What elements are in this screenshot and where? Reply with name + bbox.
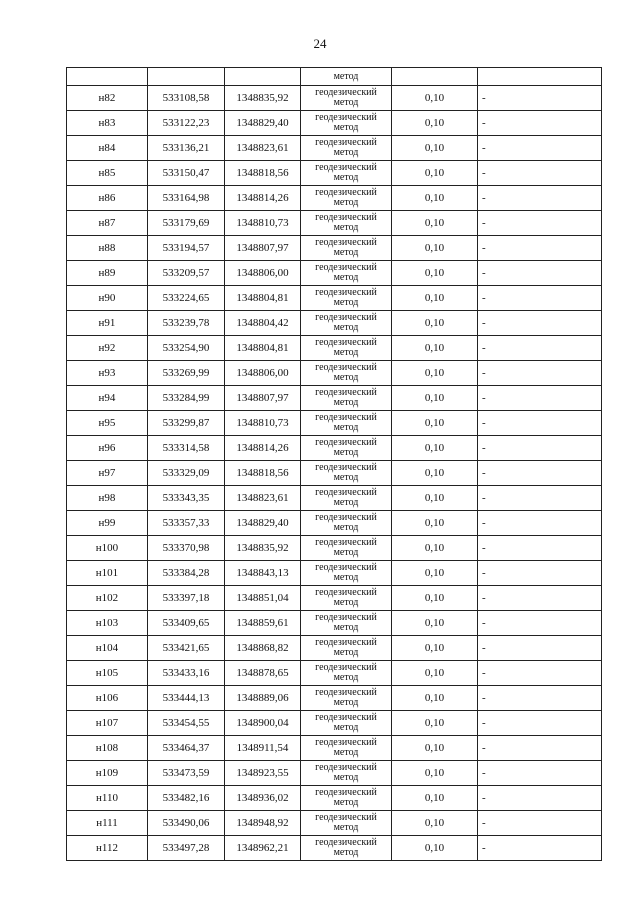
method-line-2: метод (333, 847, 359, 858)
method-line-1: геодезический (315, 512, 377, 523)
cell-accuracy: 0,10 (392, 111, 478, 136)
cell-point: н108 (67, 736, 148, 761)
method-line-2: метод (333, 397, 359, 408)
cell-y: 1348814,26 (225, 186, 301, 211)
cell-method: метод (301, 68, 392, 86)
method-line-2: метод (333, 722, 359, 733)
table-row (67, 486, 602, 511)
cell-method (301, 786, 392, 811)
method-line-2: метод (333, 522, 359, 533)
table-row (67, 261, 602, 286)
cell-x: 533269,99 (148, 361, 225, 386)
cell-x: 533284,99 (148, 386, 225, 411)
cell-note: - (478, 536, 602, 561)
cell-point: н104 (67, 636, 148, 661)
cell-y: 1348878,65 (225, 661, 301, 686)
cell-x: 533314,58 (148, 436, 225, 461)
cell-method (301, 486, 392, 511)
method-line-2: метод (333, 772, 359, 783)
cell-point: н94 (67, 386, 148, 411)
cell-method (301, 586, 392, 611)
cell-point: н95 (67, 411, 148, 436)
cell-x: 533444,13 (148, 686, 225, 711)
cell-y: 1348823,61 (225, 136, 301, 161)
cell-accuracy: 0,10 (392, 536, 478, 561)
table-row (67, 186, 602, 211)
cell-y: 1348889,06 (225, 686, 301, 711)
method-line-2: метод (333, 597, 359, 608)
cell-note: - (478, 636, 602, 661)
cell-x: 533490,06 (148, 811, 225, 836)
cell-y: 1348810,73 (225, 211, 301, 236)
cell-note: - (478, 711, 602, 736)
method-line-2: метод (333, 822, 359, 833)
cell-note: - (478, 161, 602, 186)
method-line-1: геодезический (315, 137, 377, 148)
cell-x: 533464,37 (148, 736, 225, 761)
cell-point: н109 (67, 761, 148, 786)
cell-accuracy: 0,10 (392, 686, 478, 711)
method-line-2: метод (333, 147, 359, 158)
cell-method (301, 661, 392, 686)
method-line-1: геодезический (315, 662, 377, 673)
cell-point: н87 (67, 211, 148, 236)
cell-accuracy: 0,10 (392, 611, 478, 636)
method-line-1: геодезический (315, 287, 377, 298)
cell-method (301, 686, 392, 711)
cell-accuracy: 0,10 (392, 661, 478, 686)
cell-y: 1348823,61 (225, 486, 301, 511)
cell-point: н105 (67, 661, 148, 686)
table-row (67, 836, 602, 861)
cell-y: 1348829,40 (225, 511, 301, 536)
cell-accuracy (392, 68, 478, 86)
method-line-1: геодезический (315, 837, 377, 848)
cell-x: 533164,98 (148, 186, 225, 211)
cell-x (148, 68, 225, 86)
cell-method (301, 711, 392, 736)
table-row (67, 86, 602, 111)
cell-x: 533224,65 (148, 286, 225, 311)
cell-note: - (478, 511, 602, 536)
method-line-1: геодезический (315, 762, 377, 773)
cell-x: 533370,98 (148, 536, 225, 561)
method-line-2: метод (333, 747, 359, 758)
cell-y: 1348923,55 (225, 761, 301, 786)
cell-y: 1348818,56 (225, 161, 301, 186)
cell-point: н82 (67, 86, 148, 111)
cell-note: - (478, 561, 602, 586)
method-line-1: геодезический (315, 462, 377, 473)
table-row (67, 736, 602, 761)
cell-y: 1348804,81 (225, 336, 301, 361)
cell-method (301, 536, 392, 561)
cell-accuracy: 0,10 (392, 286, 478, 311)
table-row (67, 711, 602, 736)
method-line-1: геодезический (315, 362, 377, 373)
cell-accuracy: 0,10 (392, 261, 478, 286)
method-line-1: геодезический (315, 212, 377, 223)
table-row (67, 686, 602, 711)
cell-accuracy: 0,10 (392, 361, 478, 386)
cell-method (301, 761, 392, 786)
cell-point: н84 (67, 136, 148, 161)
table-row (67, 361, 602, 386)
cell-note: - (478, 661, 602, 686)
cell-accuracy: 0,10 (392, 86, 478, 111)
cell-accuracy: 0,10 (392, 136, 478, 161)
cell-x: 533299,87 (148, 411, 225, 436)
cell-y: 1348948,92 (225, 811, 301, 836)
method-line-1: геодезический (315, 237, 377, 248)
cell-method (301, 336, 392, 361)
cell-point: н90 (67, 286, 148, 311)
cell-accuracy: 0,10 (392, 161, 478, 186)
cell-note: - (478, 836, 602, 861)
cell-y: 1348818,56 (225, 461, 301, 486)
cell-x: 533194,57 (148, 236, 225, 261)
method-line-2: метод (333, 497, 359, 508)
cell-y: 1348807,97 (225, 236, 301, 261)
cell-y: 1348807,97 (225, 386, 301, 411)
cell-method (301, 261, 392, 286)
table-row (67, 511, 602, 536)
method-line-2: метод (333, 222, 359, 233)
table-row (67, 786, 602, 811)
cell-x: 533357,33 (148, 511, 225, 536)
cell-point: н100 (67, 536, 148, 561)
cell-method (301, 611, 392, 636)
table-row (67, 336, 602, 361)
cell-y: 1348859,61 (225, 611, 301, 636)
cell-y (225, 68, 301, 86)
table-body (67, 68, 602, 861)
method-line-2: метод (333, 447, 359, 458)
cell-note: - (478, 186, 602, 211)
cell-x: 533239,78 (148, 311, 225, 336)
method-line-1: геодезический (315, 587, 377, 598)
method-line-1: геодезический (315, 612, 377, 623)
cell-point: н85 (67, 161, 148, 186)
table-row (67, 436, 602, 461)
method-line-1: геодезический (315, 412, 377, 423)
cell-accuracy: 0,10 (392, 186, 478, 211)
method-line-1: геодезический (315, 487, 377, 498)
cell-x: 533179,69 (148, 211, 225, 236)
cell-point: н106 (67, 686, 148, 711)
cell-note: - (478, 361, 602, 386)
cell-point: н98 (67, 486, 148, 511)
cell-y: 1348900,04 (225, 711, 301, 736)
cell-point: н97 (67, 461, 148, 486)
table-row (67, 411, 602, 436)
cell-note: - (478, 236, 602, 261)
cell-y: 1348835,92 (225, 86, 301, 111)
cell-x: 533421,65 (148, 636, 225, 661)
cell-method (301, 386, 392, 411)
cell-accuracy: 0,10 (392, 486, 478, 511)
continuation-row (67, 68, 602, 86)
method-line-2: метод (333, 297, 359, 308)
method-line-2: метод (333, 372, 359, 383)
method-line-1: геодезический (315, 637, 377, 648)
table-row (67, 386, 602, 411)
cell-note: - (478, 461, 602, 486)
method-line-2: метод (333, 547, 359, 558)
cell-y: 1348810,73 (225, 411, 301, 436)
method-line-1: геодезический (315, 787, 377, 798)
cell-x: 533473,59 (148, 761, 225, 786)
page-number: 24 (313, 36, 327, 51)
cell-y: 1348868,82 (225, 636, 301, 661)
cell-x: 533482,16 (148, 786, 225, 811)
table-row (67, 461, 602, 486)
cell-method (301, 811, 392, 836)
cell-accuracy: 0,10 (392, 461, 478, 486)
cell-point: н92 (67, 336, 148, 361)
cell-note: - (478, 111, 602, 136)
cell-note: - (478, 486, 602, 511)
method-line-2: метод (333, 797, 359, 808)
table-row (67, 586, 602, 611)
cell-note: - (478, 211, 602, 236)
table-row (67, 236, 602, 261)
cell-note: - (478, 336, 602, 361)
cell-method (301, 236, 392, 261)
cell-y: 1348814,26 (225, 436, 301, 461)
cell-method (301, 411, 392, 436)
cell-method (301, 461, 392, 486)
table-row (67, 211, 602, 236)
method-line-1: геодезический (315, 737, 377, 748)
cell-method (301, 511, 392, 536)
cell-x: 533329,09 (148, 461, 225, 486)
method-line-1: геодезический (315, 312, 377, 323)
cell-point: н107 (67, 711, 148, 736)
method-line-1: геодезический (315, 687, 377, 698)
cell-accuracy: 0,10 (392, 511, 478, 536)
cell-method (301, 311, 392, 336)
method-line-2: метод (333, 197, 359, 208)
cell-accuracy: 0,10 (392, 336, 478, 361)
method-line-2: метод (333, 697, 359, 708)
cell-note: - (478, 686, 602, 711)
cell-accuracy: 0,10 (392, 311, 478, 336)
cell-method (301, 136, 392, 161)
cell-point: н93 (67, 361, 148, 386)
method-line-1: геодезический (315, 162, 377, 173)
cell-note: - (478, 286, 602, 311)
cell-y: 1348936,02 (225, 786, 301, 811)
table-row (67, 636, 602, 661)
cell-note: - (478, 411, 602, 436)
cell-note: - (478, 761, 602, 786)
cell-note (478, 68, 602, 86)
method-line-1: геодезический (315, 537, 377, 548)
cell-note: - (478, 736, 602, 761)
table-row (67, 161, 602, 186)
table-row (67, 611, 602, 636)
cell-accuracy: 0,10 (392, 236, 478, 261)
cell-point: н110 (67, 786, 148, 811)
cell-point: н111 (67, 811, 148, 836)
method-line-2: метод (333, 422, 359, 433)
cell-point: н89 (67, 261, 148, 286)
table-row (67, 311, 602, 336)
method-line-2: метод (333, 172, 359, 183)
method-line-2: метод (333, 572, 359, 583)
method-line-2: метод (333, 347, 359, 358)
cell-note: - (478, 86, 602, 111)
cell-y: 1348911,54 (225, 736, 301, 761)
cell-x: 533384,28 (148, 561, 225, 586)
method-line-1: геодезический (315, 337, 377, 348)
cell-accuracy: 0,10 (392, 211, 478, 236)
table-row (67, 761, 602, 786)
cell-method (301, 286, 392, 311)
cell-y: 1348851,04 (225, 586, 301, 611)
cell-accuracy: 0,10 (392, 836, 478, 861)
cell-point: н96 (67, 436, 148, 461)
cell-y: 1348829,40 (225, 111, 301, 136)
cell-note: - (478, 811, 602, 836)
method-line-2: метод (333, 247, 359, 258)
cell-point: н99 (67, 511, 148, 536)
method-line-2: метод (333, 272, 359, 283)
method-line-2: метод (333, 322, 359, 333)
cell-x: 533397,18 (148, 586, 225, 611)
cell-x: 533122,23 (148, 111, 225, 136)
method-line-1: геодезический (315, 712, 377, 723)
cell-y: 1348835,92 (225, 536, 301, 561)
cell-x: 533254,90 (148, 336, 225, 361)
cell-point: н103 (67, 611, 148, 636)
cell-note: - (478, 386, 602, 411)
cell-x: 533209,57 (148, 261, 225, 286)
cell-accuracy: 0,10 (392, 561, 478, 586)
method-line-1: геодезический (315, 387, 377, 398)
cell-method (301, 111, 392, 136)
cell-x: 533136,21 (148, 136, 225, 161)
cell-accuracy: 0,10 (392, 711, 478, 736)
cell-x: 533454,55 (148, 711, 225, 736)
cell-x: 533497,28 (148, 836, 225, 861)
cell-y: 1348804,42 (225, 311, 301, 336)
table-row (67, 286, 602, 311)
method-line-2: метод (333, 97, 359, 108)
cell-method (301, 836, 392, 861)
cell-method (301, 211, 392, 236)
cell-point: н102 (67, 586, 148, 611)
cell-method (301, 186, 392, 211)
cell-accuracy: 0,10 (392, 436, 478, 461)
cell-point: н91 (67, 311, 148, 336)
cell-x: 533433,16 (148, 661, 225, 686)
method-line-1: геодезический (315, 262, 377, 273)
method-line-1: геодезический (315, 87, 377, 98)
table-row (67, 111, 602, 136)
cell-accuracy: 0,10 (392, 811, 478, 836)
cell-x: 533150,47 (148, 161, 225, 186)
cell-y: 1348806,00 (225, 361, 301, 386)
cell-method (301, 636, 392, 661)
cell-method (301, 86, 392, 111)
cell-x: 533108,58 (148, 86, 225, 111)
method-line-2: метод (333, 647, 359, 658)
cell-accuracy: 0,10 (392, 736, 478, 761)
cell-accuracy: 0,10 (392, 586, 478, 611)
method-line-1: геодезический (315, 112, 377, 123)
method-line-1: геодезический (315, 187, 377, 198)
cell-accuracy: 0,10 (392, 411, 478, 436)
cell-y: 1348806,00 (225, 261, 301, 286)
cell-method (301, 436, 392, 461)
cell-note: - (478, 786, 602, 811)
method-line-1: геодезический (315, 812, 377, 823)
table-row (67, 811, 602, 836)
cell-method (301, 561, 392, 586)
cell-note: - (478, 611, 602, 636)
cell-point (67, 68, 148, 86)
method-line-2: метод (333, 672, 359, 683)
table-row (67, 561, 602, 586)
cell-note: - (478, 586, 602, 611)
cell-method (301, 361, 392, 386)
cell-y: 1348962,21 (225, 836, 301, 861)
method-line-1: геодезический (315, 437, 377, 448)
coordinates-table (66, 67, 602, 861)
cell-point: н88 (67, 236, 148, 261)
cell-note: - (478, 311, 602, 336)
cell-accuracy: 0,10 (392, 786, 478, 811)
cell-note: - (478, 261, 602, 286)
table-row (67, 661, 602, 686)
cell-y: 1348804,81 (225, 286, 301, 311)
cell-point: н86 (67, 186, 148, 211)
cell-note: - (478, 436, 602, 461)
cell-point: н112 (67, 836, 148, 861)
cell-accuracy: 0,10 (392, 761, 478, 786)
method-line-2: метод (333, 472, 359, 483)
method-line-1: геодезический (315, 562, 377, 573)
cell-x: 533409,65 (148, 611, 225, 636)
cell-accuracy: 0,10 (392, 636, 478, 661)
method-line-2: метод (333, 622, 359, 633)
table-row (67, 536, 602, 561)
cell-point: н101 (67, 561, 148, 586)
table-row (67, 136, 602, 161)
cell-method (301, 161, 392, 186)
cell-note: - (478, 136, 602, 161)
cell-point: н83 (67, 111, 148, 136)
method-line-2: метод (333, 122, 359, 133)
cell-y: 1348843,13 (225, 561, 301, 586)
cell-accuracy: 0,10 (392, 386, 478, 411)
cell-x: 533343,35 (148, 486, 225, 511)
cell-method (301, 736, 392, 761)
